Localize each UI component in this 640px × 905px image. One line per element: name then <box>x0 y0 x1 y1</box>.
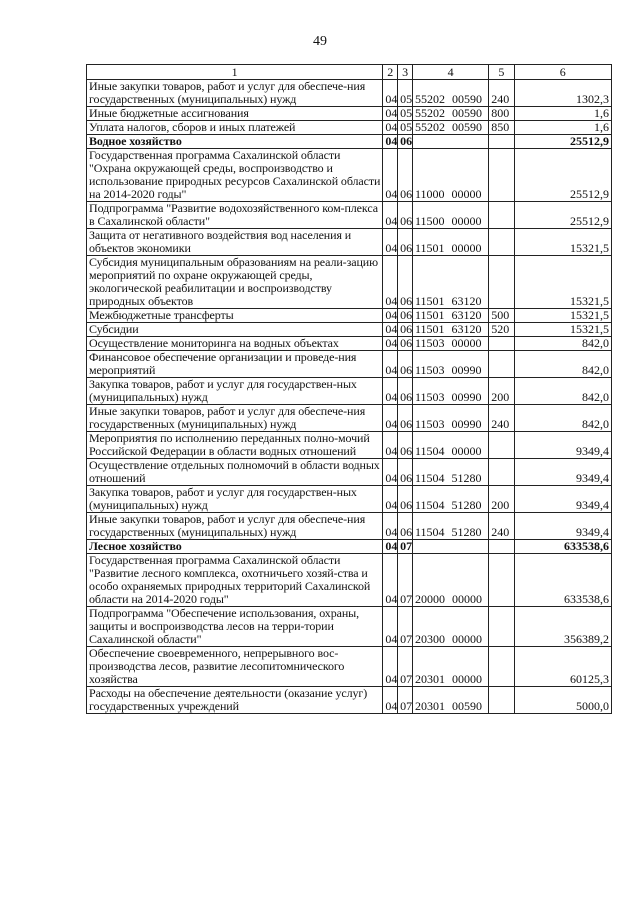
row-expense-type-cell <box>489 229 514 256</box>
row-section-cell: 04 <box>383 459 398 486</box>
row-name-cell: Закупка товаров, работ и услуг для государствен-ных (муниципальных) нужд <box>87 378 383 405</box>
table-row <box>87 432 612 459</box>
row-amount-cell: 15321,5 <box>514 229 611 256</box>
row-amount-cell: 15321,5 <box>514 323 611 337</box>
row-section-cell: 04 <box>383 80 398 107</box>
row-target-code-cell: 11503 00990 <box>412 351 488 378</box>
table-row <box>87 229 612 256</box>
row-expense-type-cell: 240 <box>489 80 514 107</box>
row-subsection-cell: 06 <box>398 378 413 405</box>
budget-table <box>86 64 612 714</box>
row-expense-type-cell <box>489 149 514 202</box>
row-subsection-cell: 07 <box>398 554 413 607</box>
row-name-cell: Иные закупки товаров, работ и услуг для обеспече-ния государственных (муниципальных) нужд <box>87 80 383 107</box>
row-amount-cell: 633538,6 <box>514 554 611 607</box>
row-amount-cell: 9349,4 <box>514 459 611 486</box>
row-subsection-cell: 05 <box>398 80 413 107</box>
row-amount-cell: 25512,9 <box>514 202 611 229</box>
row-subsection-cell: 06 <box>398 202 413 229</box>
row-name-cell: Мероприятия по исполнению переданных полно-мочий Российской Федерации в области водных отношений <box>87 432 383 459</box>
row-target-code-cell: 11501 63120 <box>412 323 488 337</box>
row-amount-cell: 15321,5 <box>514 256 611 309</box>
row-target-code-cell: 11503 00990 <box>412 405 488 432</box>
row-target-code-cell: 11501 63120 <box>412 256 488 309</box>
row-subsection-cell: 07 <box>398 687 413 714</box>
row-expense-type-cell: 200 <box>489 486 514 513</box>
row-name-cell: Осуществление мониторинга на водных объектах <box>87 337 383 351</box>
row-section-cell: 04 <box>383 405 398 432</box>
row-name-cell: Государственная программа Сахалинской области "Охрана окружающей среды, воспроизводство и использование природных ресурсов Сахалинской области на 2014-2020 годы" <box>87 149 383 202</box>
row-subsection-cell: 06 <box>398 229 413 256</box>
row-name-cell: Иные закупки товаров, работ и услуг для обеспече-ния государственных (муниципальных) нужд <box>87 513 383 540</box>
row-amount-cell: 842,0 <box>514 337 611 351</box>
row-target-code-cell: 55202 00590 <box>412 107 488 121</box>
row-section-cell: 04 <box>383 309 398 323</box>
table-row <box>87 351 612 378</box>
row-subsection-cell: 06 <box>398 486 413 513</box>
row-amount-cell: 1,6 <box>514 107 611 121</box>
row-expense-type-cell <box>489 432 514 459</box>
row-expense-type-cell: 240 <box>489 513 514 540</box>
row-subsection-cell: 06 <box>398 459 413 486</box>
row-target-code-cell: 11504 51280 <box>412 459 488 486</box>
header-cell-name: 1 <box>87 65 383 80</box>
row-subsection-cell: 07 <box>398 647 413 687</box>
row-amount-cell: 9349,4 <box>514 513 611 540</box>
row-section-cell: 04 <box>383 135 398 149</box>
row-section-cell: 04 <box>383 513 398 540</box>
row-section-cell: 04 <box>383 121 398 135</box>
row-target-code-cell: 11501 00000 <box>412 229 488 256</box>
table-row <box>87 121 612 135</box>
table-row <box>87 459 612 486</box>
row-amount-cell: 842,0 <box>514 405 611 432</box>
row-amount-cell: 842,0 <box>514 378 611 405</box>
row-subsection-cell: 06 <box>398 405 413 432</box>
row-target-code-cell: 11503 00990 <box>412 378 488 405</box>
row-subsection-cell: 06 <box>398 337 413 351</box>
table-row <box>87 202 612 229</box>
row-name-cell: Иные бюджетные ассигнования <box>87 107 383 121</box>
row-name-cell: Водное хозяйство <box>87 135 383 149</box>
header-cell-section: 2 <box>383 65 398 80</box>
row-amount-cell: 842,0 <box>514 351 611 378</box>
row-subsection-cell: 06 <box>398 513 413 540</box>
row-target-code-cell: 11500 00000 <box>412 202 488 229</box>
row-target-code-cell: 11000 00000 <box>412 149 488 202</box>
row-target-code-cell: 55202 00590 <box>412 80 488 107</box>
row-subsection-cell: 06 <box>398 351 413 378</box>
row-subsection-cell: 06 <box>398 323 413 337</box>
row-section-cell: 04 <box>383 607 398 647</box>
row-expense-type-cell <box>489 135 514 149</box>
row-subsection-cell: 07 <box>398 607 413 647</box>
row-target-code-cell: 11503 00000 <box>412 337 488 351</box>
row-target-code-cell: 11504 51280 <box>412 513 488 540</box>
row-amount-cell: 1302,3 <box>514 80 611 107</box>
table-header-row <box>87 65 612 80</box>
row-subsection-cell: 06 <box>398 309 413 323</box>
table-row <box>87 405 612 432</box>
row-expense-type-cell <box>489 554 514 607</box>
table-row <box>87 647 612 687</box>
row-name-cell: Расходы на обеспечение деятельности (оказание услуг) государственных учреждений <box>87 687 383 714</box>
row-subsection-cell: 06 <box>398 149 413 202</box>
row-section-cell: 04 <box>383 647 398 687</box>
row-target-code-cell <box>412 135 488 149</box>
row-name-cell: Обеспечение своевременного, непрерывного вос-производства лесов, развитие лесопитомнического хозяйства <box>87 647 383 687</box>
row-amount-cell: 9349,4 <box>514 486 611 513</box>
row-section-cell: 04 <box>383 432 398 459</box>
table-row <box>87 309 612 323</box>
row-name-cell: Подпрограмма "Развитие водохозяйственного ком-плекса в Сахалинской области" <box>87 202 383 229</box>
row-section-cell: 04 <box>383 486 398 513</box>
row-subsection-cell: 07 <box>398 540 413 554</box>
row-name-cell: Иные закупки товаров, работ и услуг для обеспече-ния государственных (муниципальных) нужд <box>87 405 383 432</box>
row-amount-cell: 25512,9 <box>514 135 611 149</box>
header-cell-expense-type: 5 <box>489 65 514 80</box>
row-expense-type-cell: 850 <box>489 121 514 135</box>
row-amount-cell: 356389,2 <box>514 607 611 647</box>
row-target-code-cell: 11504 51280 <box>412 486 488 513</box>
row-expense-type-cell <box>489 337 514 351</box>
header-cell-subsection: 3 <box>398 65 413 80</box>
table-row <box>87 107 612 121</box>
row-amount-cell: 60125,3 <box>514 647 611 687</box>
row-amount-cell: 633538,6 <box>514 540 611 554</box>
table-row <box>87 607 612 647</box>
table-row <box>87 135 612 149</box>
header-cell-amount: 6 <box>514 65 611 80</box>
row-target-code-cell: 20301 00000 <box>412 647 488 687</box>
row-expense-type-cell: 520 <box>489 323 514 337</box>
row-section-cell: 04 <box>383 687 398 714</box>
row-subsection-cell: 06 <box>398 256 413 309</box>
row-amount-cell: 9349,4 <box>514 432 611 459</box>
table-row <box>87 378 612 405</box>
row-expense-type-cell <box>489 607 514 647</box>
row-name-cell: Государственная программа Сахалинской области "Развитие лесного комплекса, охотничьего хозяй-ства и особо охраняемых природных территорий Сахалинской области на 2014-2020 годы" <box>87 554 383 607</box>
row-expense-type-cell: 800 <box>489 107 514 121</box>
row-target-code-cell: 55202 00590 <box>412 121 488 135</box>
row-expense-type-cell <box>489 459 514 486</box>
row-target-code-cell <box>412 540 488 554</box>
row-section-cell: 04 <box>383 323 398 337</box>
row-target-code-cell: 11501 63120 <box>412 309 488 323</box>
row-section-cell: 04 <box>383 540 398 554</box>
row-expense-type-cell: 200 <box>489 378 514 405</box>
table-row <box>87 513 612 540</box>
row-section-cell: 04 <box>383 107 398 121</box>
table-row <box>87 554 612 607</box>
row-section-cell: 04 <box>383 202 398 229</box>
row-amount-cell: 15321,5 <box>514 309 611 323</box>
row-name-cell: Подпрограмма "Обеспечение использования, охраны, защиты и воспроизводства лесов на терри-тории Сахалинской области" <box>87 607 383 647</box>
table-row <box>87 149 612 202</box>
row-subsection-cell: 05 <box>398 107 413 121</box>
row-section-cell: 04 <box>383 256 398 309</box>
row-subsection-cell: 06 <box>398 135 413 149</box>
row-amount-cell: 5000,0 <box>514 687 611 714</box>
table-row <box>87 687 612 714</box>
row-expense-type-cell <box>489 351 514 378</box>
table-row <box>87 256 612 309</box>
row-section-cell: 04 <box>383 337 398 351</box>
row-section-cell: 04 <box>383 229 398 256</box>
row-expense-type-cell: 500 <box>489 309 514 323</box>
row-section-cell: 04 <box>383 149 398 202</box>
table-row <box>87 540 612 554</box>
table-row <box>87 323 612 337</box>
row-section-cell: 04 <box>383 351 398 378</box>
row-target-code-cell: 20000 00000 <box>412 554 488 607</box>
row-amount-cell: 1,6 <box>514 121 611 135</box>
row-expense-type-cell <box>489 256 514 309</box>
row-name-cell: Лесное хозяйство <box>87 540 383 554</box>
row-target-code-cell: 20300 00000 <box>412 607 488 647</box>
row-name-cell: Уплата налогов, сборов и иных платежей <box>87 121 383 135</box>
row-amount-cell: 25512,9 <box>514 149 611 202</box>
row-target-code-cell: 20301 00590 <box>412 687 488 714</box>
row-target-code-cell: 11504 00000 <box>412 432 488 459</box>
row-expense-type-cell <box>489 202 514 229</box>
row-subsection-cell: 06 <box>398 432 413 459</box>
row-name-cell: Межбюджетные трансферты <box>87 309 383 323</box>
row-name-cell: Субсидия муниципальным образованиям на реали-зацию мероприятий по охране окружающей среды, экологической реабилитации и воспроизводству природных объектов <box>87 256 383 309</box>
page-number: 49 <box>313 34 327 49</box>
row-expense-type-cell: 240 <box>489 405 514 432</box>
row-expense-type-cell <box>489 647 514 687</box>
row-expense-type-cell <box>489 540 514 554</box>
row-name-cell: Закупка товаров, работ и услуг для государствен-ных (муниципальных) нужд <box>87 486 383 513</box>
row-section-cell: 04 <box>383 554 398 607</box>
table-row <box>87 80 612 107</box>
row-name-cell: Осуществление отдельных полномочий в области водных отношений <box>87 459 383 486</box>
row-name-cell: Финансовое обеспечение организации и проведе-ния мероприятий <box>87 351 383 378</box>
row-subsection-cell: 05 <box>398 121 413 135</box>
row-section-cell: 04 <box>383 378 398 405</box>
table-row <box>87 337 612 351</box>
row-name-cell: Субсидии <box>87 323 383 337</box>
row-name-cell: Защита от негативного воздействия вод населения и объектов экономики <box>87 229 383 256</box>
table-row <box>87 486 612 513</box>
header-cell-target-code: 4 <box>412 65 488 80</box>
row-expense-type-cell <box>489 687 514 714</box>
